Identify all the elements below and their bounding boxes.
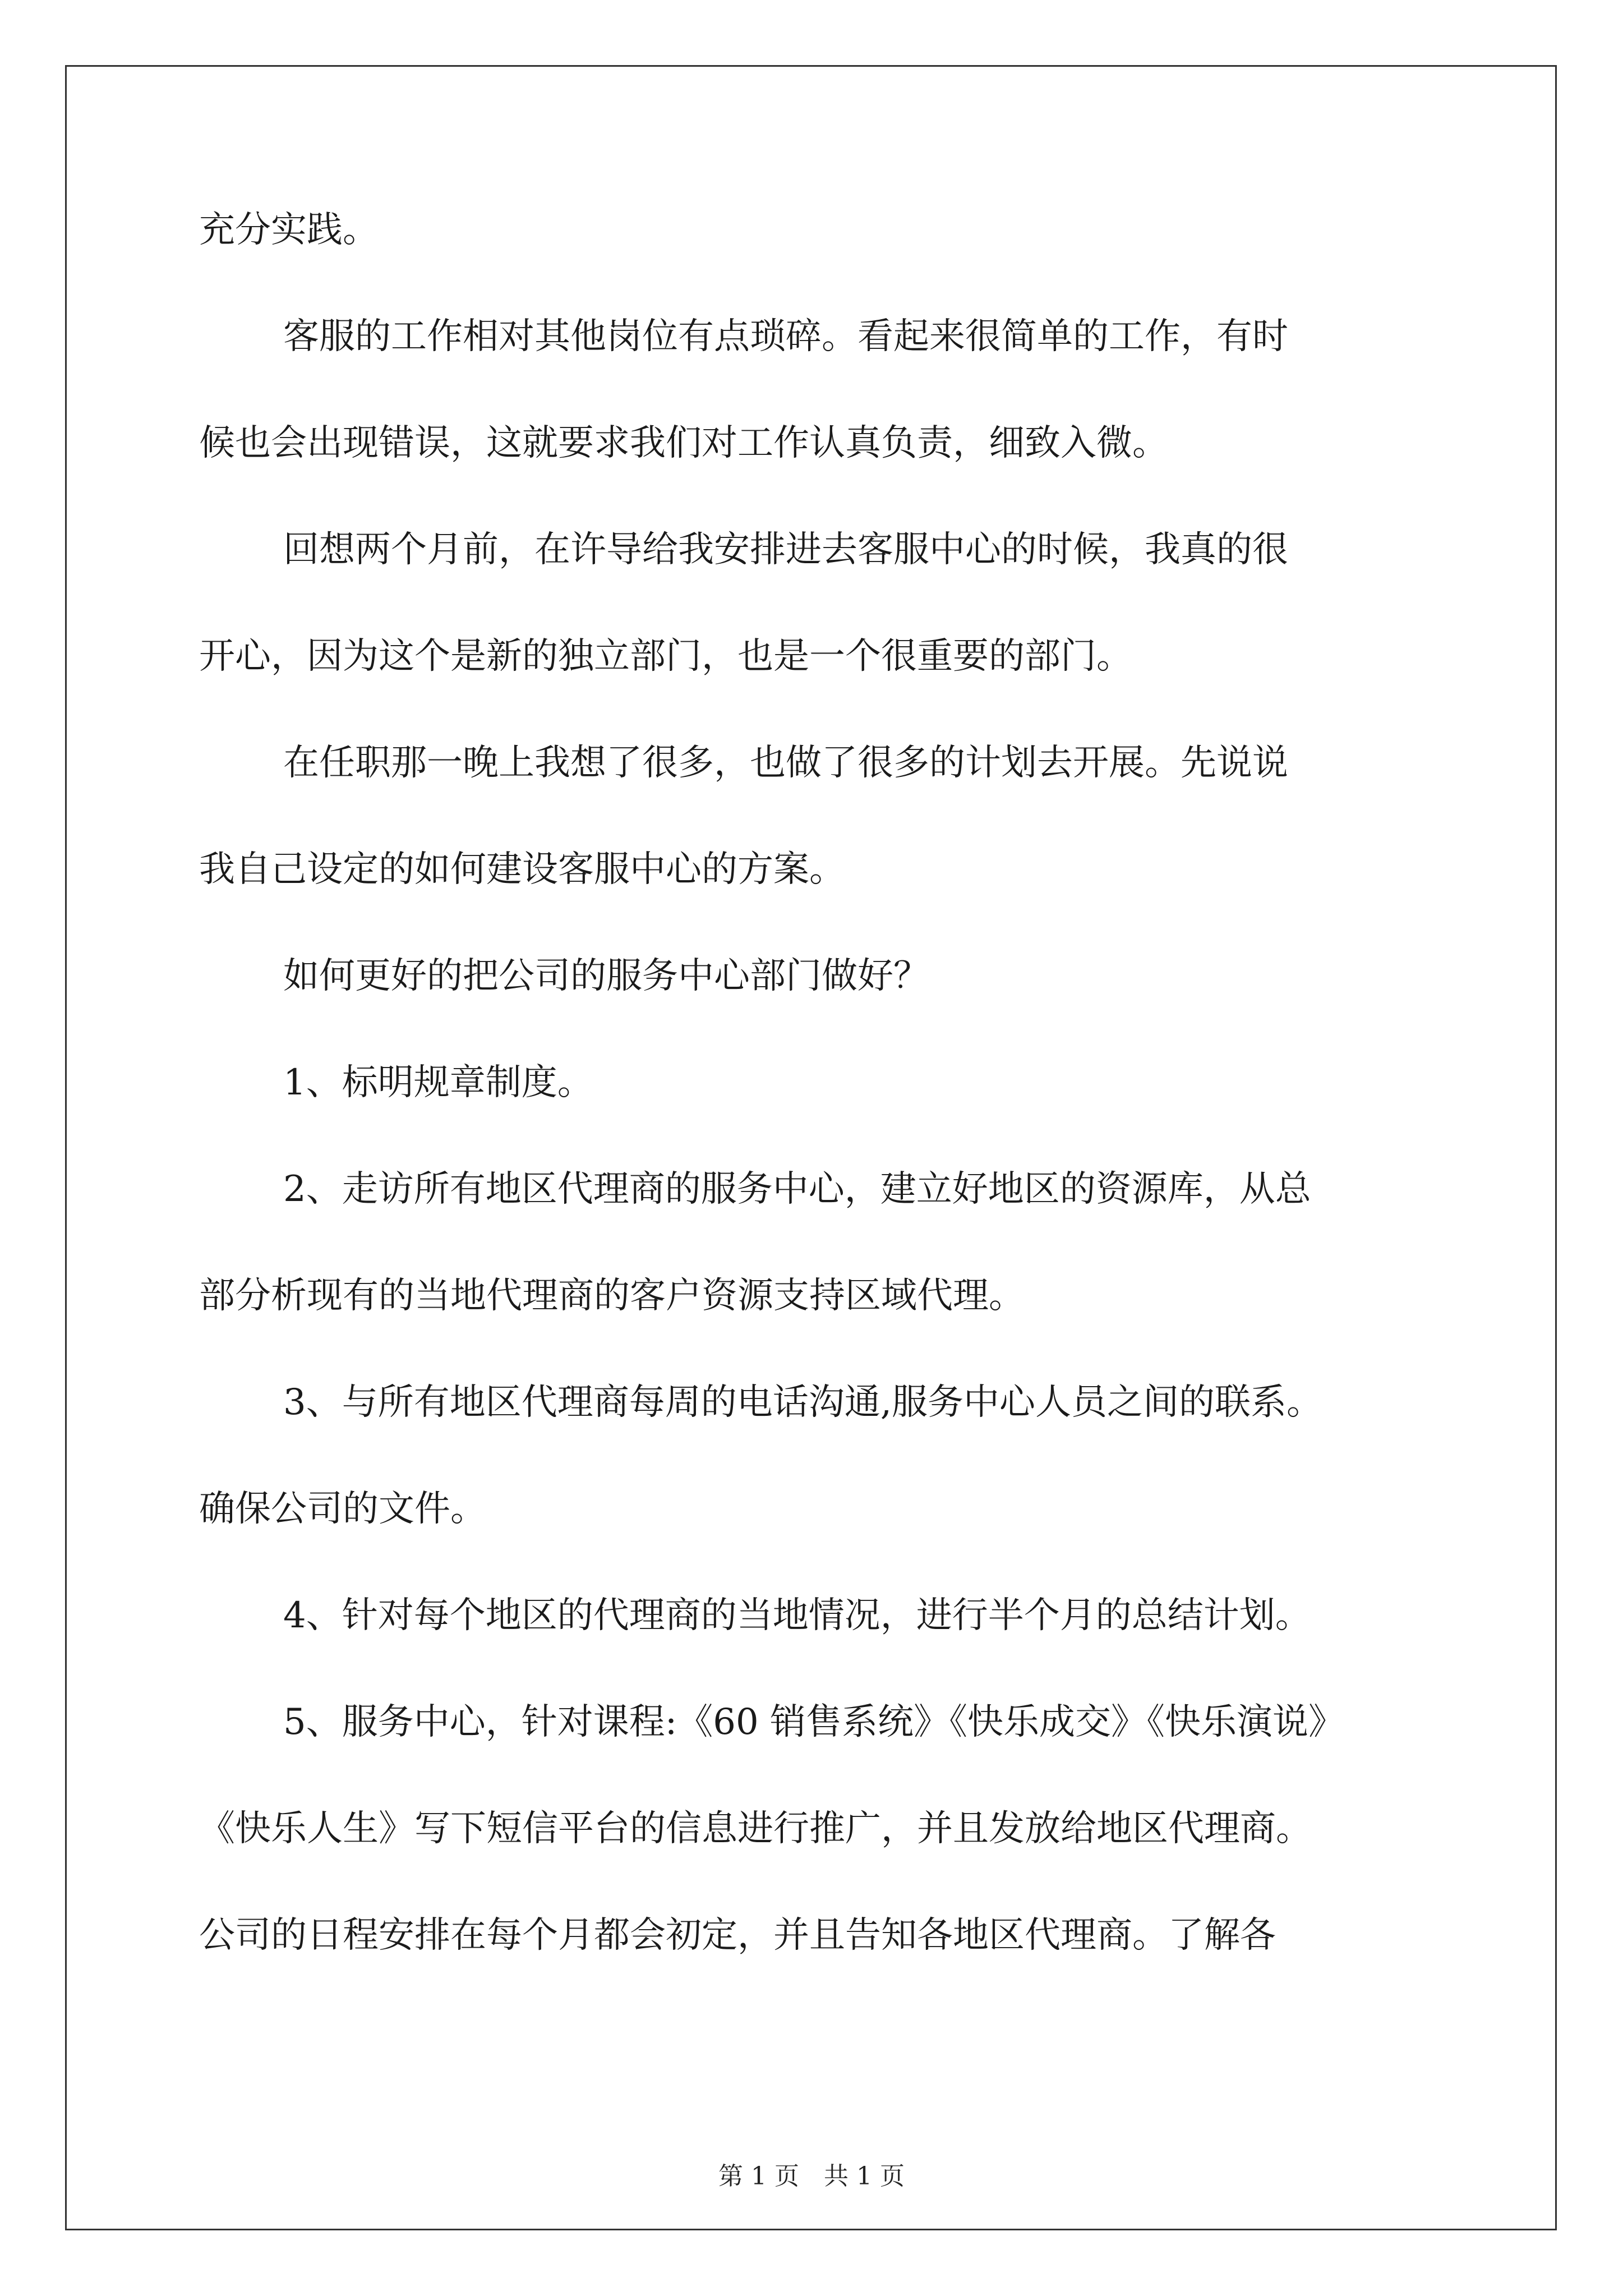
page-border: [65, 65, 1557, 2230]
text-line: 部分析现有的当地代理商的客户资源支持区域代理。: [199, 1275, 1025, 1317]
text-line: 开心，因为这个是新的独立部门，也是一个很重要的部门。: [199, 636, 1132, 677]
text-line: 3、与所有地区代理商每周的电话沟通,服务中心人员之间的联系。: [283, 1382, 1323, 1423]
text-line: 客服的工作相对其他岗位有点琐碎。看起来很简单的工作，有时: [283, 316, 1288, 357]
text-line: 充分实践。: [199, 209, 379, 251]
text-line: 公司的日程安排在每个月都会初定，并且告知各地区代理商。了解各: [199, 1915, 1276, 1956]
text-line: 如何更好的把公司的服务中心部门做好？: [283, 955, 929, 997]
text-line: 确保公司的文件。: [199, 1488, 486, 1530]
text-line: 回想两个月前，在许导给我安排进去客服中心的时候，我真的很: [283, 529, 1288, 570]
text-line: 候也会出现错误，这就要求我们对工作认真负责，细致入微。: [199, 422, 1168, 464]
text-line: 在任职那一晚上我想了很多，也做了很多的计划去开展。先说说: [283, 742, 1288, 784]
text-line: 《快乐人生》写下短信平台的信息进行推广，并且发放给地区代理商。: [199, 1808, 1312, 1849]
text-line: 我自己设定的如何建设客服中心的方案。: [199, 849, 845, 890]
text-line: 5、服务中心，针对课程:《60 销售系统》《快乐成交》《快乐演说》: [283, 1701, 1345, 1743]
page-number-footer: 第 1 页 共 1 页: [718, 2162, 905, 2191]
text-line: 2、走访所有地区代理商的服务中心，建立好地区的资源库，从总: [283, 1168, 1311, 1210]
text-line: 4、针对每个地区的代理商的当地情况，进行半个月的总结计划。: [283, 1595, 1311, 1636]
text-line: 1、标明规章制度。: [283, 1062, 593, 1103]
